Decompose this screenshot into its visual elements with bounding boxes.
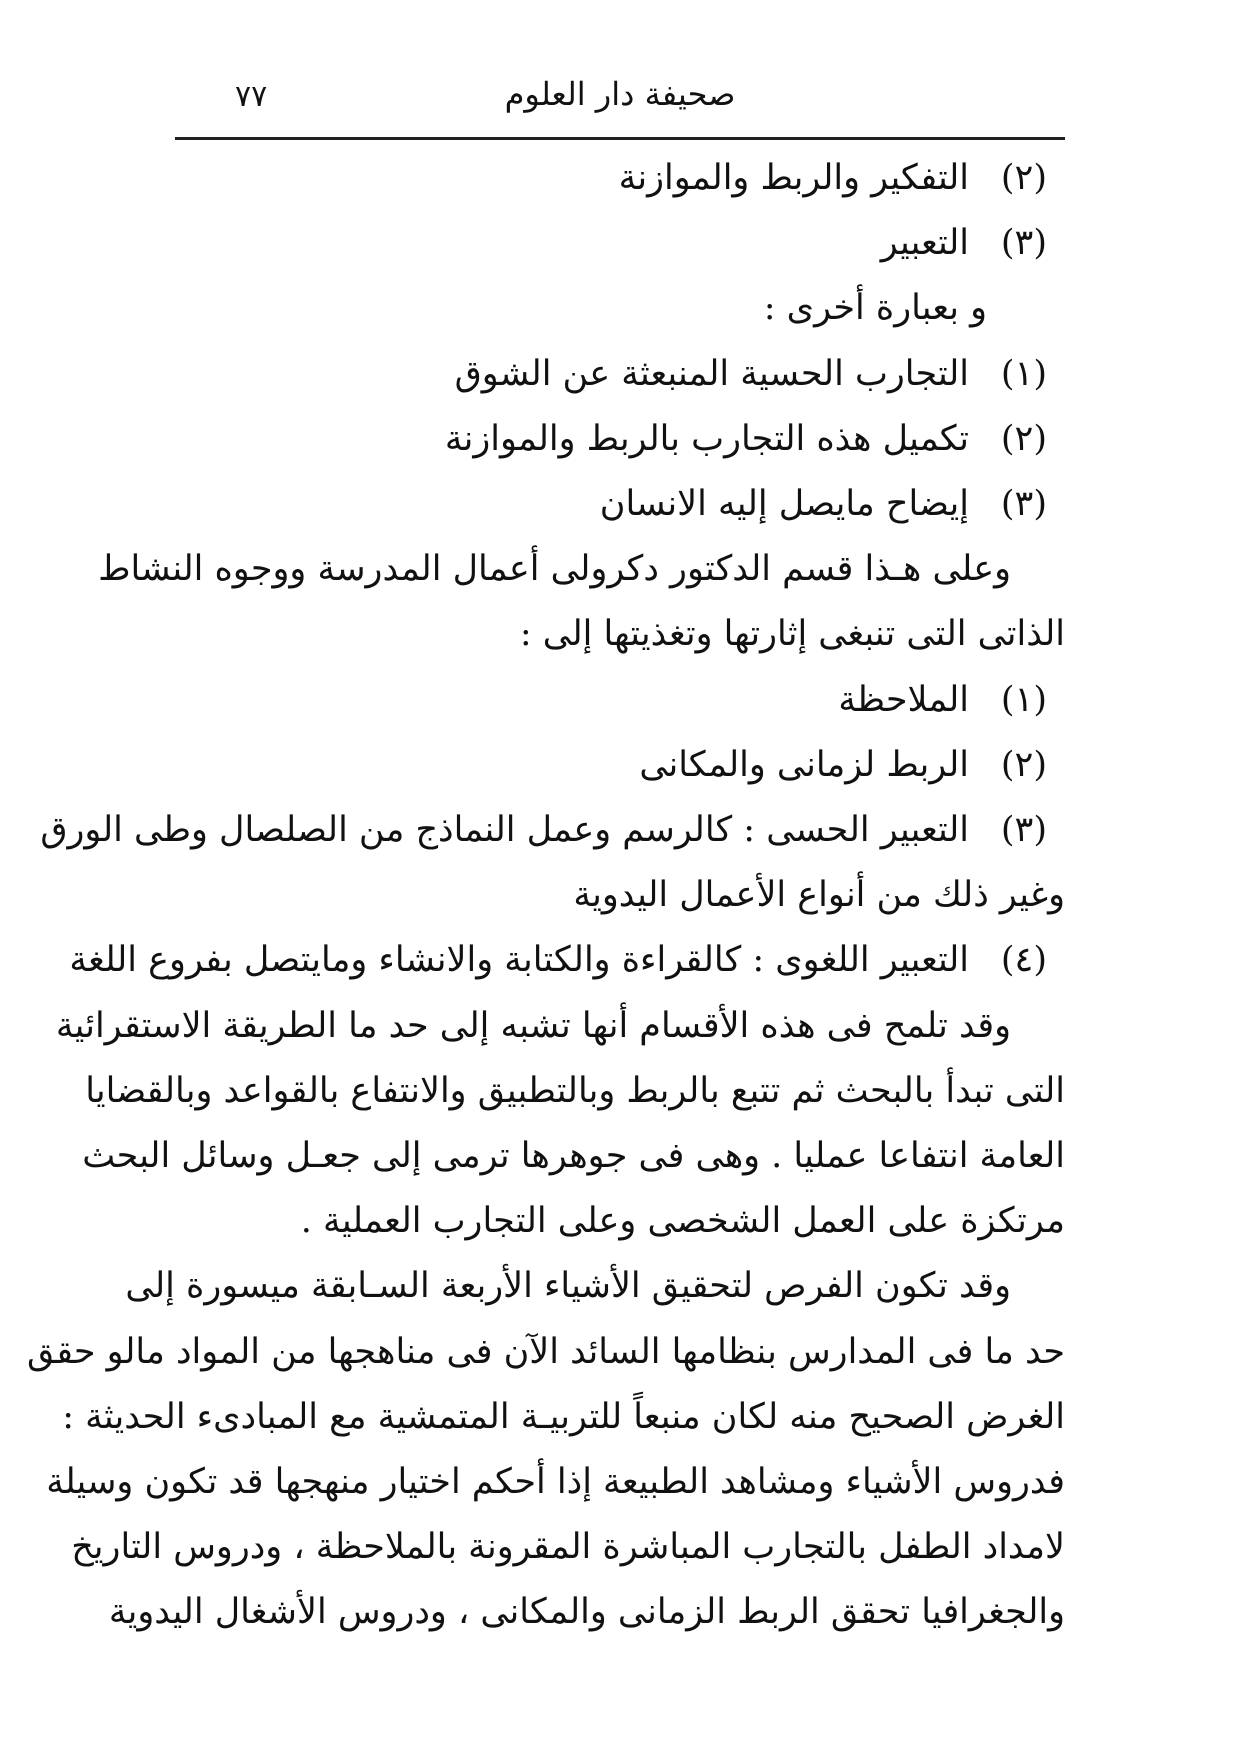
- list-item: [175, 211, 1065, 276]
- page: [27, 75, 1065, 1646]
- paragraph-line: وقد تلمح فى هذه الأقسام أنها تشبه إلى حد ما الطريقة الاستقرائية: [55, 1005, 1011, 1046]
- item-text: التعبير: [880, 223, 969, 264]
- item-text: التفكير والربط والموازنة: [618, 158, 969, 198]
- list-item: [175, 668, 1065, 733]
- item-number: (١): [1000, 679, 1047, 720]
- paragraph-line: مرتكزة على العمل الشخصى وعلى التجارب العملية .: [300, 1201, 1065, 1242]
- paragraph-line: وقد تكون الفرص لتحقيق الأشياء الأربعة السـابقة ميسورة إلى: [125, 1266, 1011, 1307]
- paragraph-line: لامداد الطفل بالتجارب المباشرة المقرونة بالملاحظة ، ودروس التاريخ: [71, 1527, 1065, 1568]
- list-item: [40, 798, 1065, 863]
- item-text: تكميل هذه التجارب بالربط والموازنة: [444, 418, 969, 459]
- list-item: [69, 928, 1065, 993]
- paragraph-line: حد ما فى المدارس بنظامها السائد الآن فى مناهجها من المواد مالو حقق: [27, 1331, 1065, 1372]
- paragraph-line: التى تبدأ بالبحث ثم تتبع بالربط وبالتطبيق والانتفاع بالقواعد وبالقضايا: [85, 1070, 1065, 1111]
- item-number: (٢): [1000, 158, 1047, 198]
- item-number: (٣): [1000, 810, 1047, 851]
- item-text: التعبير الحسى : كالرسم وعمل النماذج من الصلصال وطى الورق: [40, 810, 969, 851]
- paragraph-line: والجغرافيا تحقق الربط الزمانى والمكانى ، ودروس الأشغال اليدوية: [108, 1592, 1065, 1633]
- list-item: [175, 146, 1065, 211]
- item-number: (٤): [1000, 940, 1047, 981]
- paragraph-line: الذاتى التى تنبغى إثارتها وتغذيتها إلى :: [519, 614, 1065, 655]
- item-number: (٣): [1000, 223, 1047, 264]
- list-item: [175, 342, 1065, 407]
- list-item: [175, 472, 1065, 537]
- list-item: [175, 407, 1065, 472]
- item-number: (٢): [1000, 744, 1047, 785]
- running-title: صحيفة دار العلوم: [504, 75, 736, 113]
- paragraph-line: وغير ذلك من أنواع الأعمال اليدوية: [573, 875, 1065, 916]
- paragraph-line: فدروس الأشياء ومشاهد الطبيعة إذا أحكم اختيار منهجها قد تكون وسيلة: [46, 1462, 1065, 1503]
- paragraph-line: الغرض الصحيح منه لكان منبعاً للتربيـة المتمشية مع المبادىء الحديثة :: [62, 1396, 1065, 1437]
- paragraph-line: وعلى هـذا قسم الدكتور دكرولى أعمال المدرسة ووجوه النشاط: [98, 549, 1011, 590]
- item-text: الربط لزمانى والمكانى: [639, 744, 969, 785]
- item-number: (١): [1000, 353, 1047, 394]
- body-text: [27, 146, 1065, 1646]
- item-number: (٣): [1000, 484, 1047, 525]
- paragraph-line: العامة انتفاعا عمليا . وهى فى جوهرها ترمى إلى جعـل وسائل البحث: [82, 1136, 1065, 1177]
- list-item: [175, 733, 1065, 798]
- item-text: التعبير اللغوى : كالقراءة والكتابة والانشاء ومايتصل بفروع اللغة: [69, 940, 969, 981]
- item-text: الملاحظة: [838, 679, 969, 720]
- page-header: [175, 75, 1065, 127]
- text-line: و بعبارة أخرى :: [763, 288, 987, 329]
- item-text: التجارب الحسية المنبعثة عن الشوق: [454, 353, 969, 394]
- page-number: ٧٧: [235, 79, 268, 114]
- item-text: إيضاح مايصل إليه الانسان: [599, 484, 969, 525]
- item-number: (٢): [1000, 418, 1047, 459]
- header-rule: [175, 137, 1065, 140]
